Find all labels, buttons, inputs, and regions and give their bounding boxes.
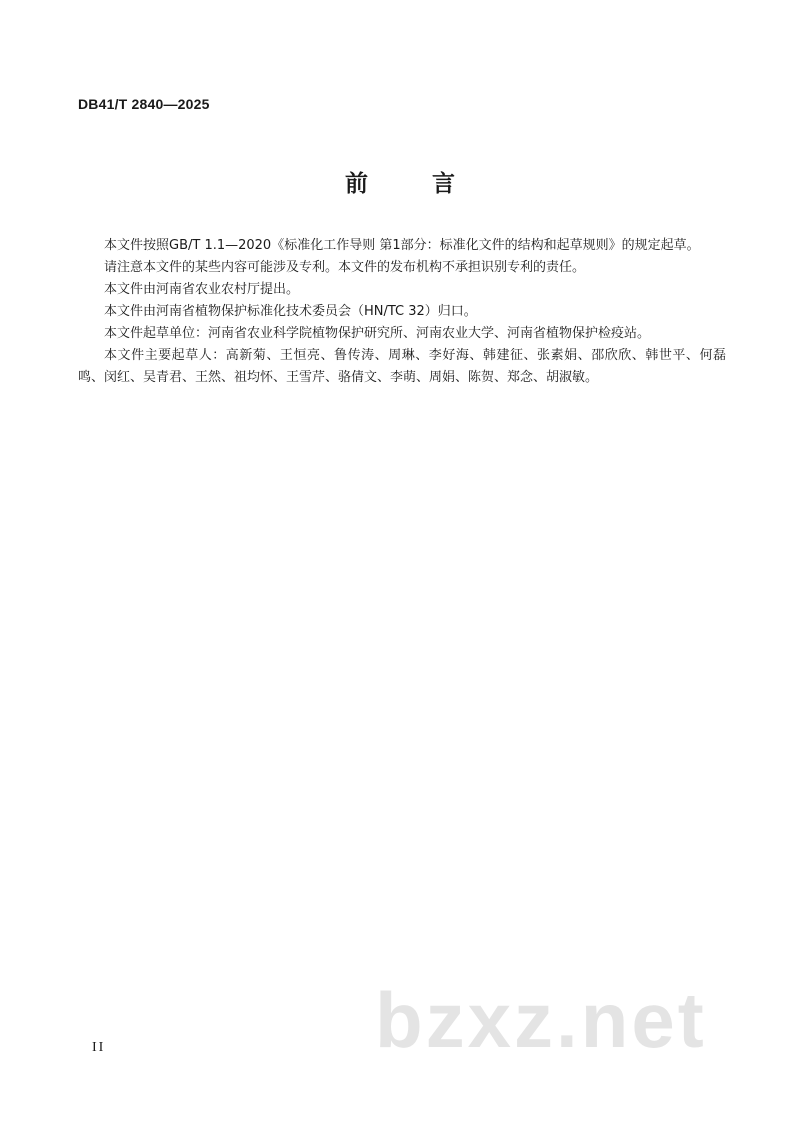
page-number: II [92,1040,106,1055]
page-title: 前 言 [344,171,483,197]
paragraph-main-drafters: 本文件主要起草人：高新菊、王恒亮、鲁传涛、周琳、李好海、韩建征、张素娟、邵欣欣、韩世平、何磊鸣、闵红、吴青君、王然、祖均怀、王雪芹、骆倩文、李萌、周娟、陈贺、郑念、胡淑敏。 [78,348,726,385]
paragraph-patent-notice: 请注意本文件的某些内容可能涉及专利。本文件的发布机构不承担识别专利的责任。 [104,260,586,275]
document-code: DB41/T 2840—2025 [78,96,210,112]
foreword-body [78,235,726,389]
paragraph-technical-committee: 本文件由河南省植物保护标准化技术委员会（HN/TC 32）归口。 [104,304,477,319]
paragraph-drafting-basis: 本文件按照GB/T 1.1—2020《标准化工作导则 第1部分：标准化文件的结构和起草规则》的规定起草。 [104,238,700,253]
paragraph-proposer: 本文件由河南省农业农村厅提出。 [104,282,300,297]
paragraph-drafting-units: 本文件起草单位：河南省农业科学院植物保护研究所、河南农业大学、河南省植物保护检疫站。 [104,326,651,341]
watermark: bzxz.net [375,976,707,1064]
